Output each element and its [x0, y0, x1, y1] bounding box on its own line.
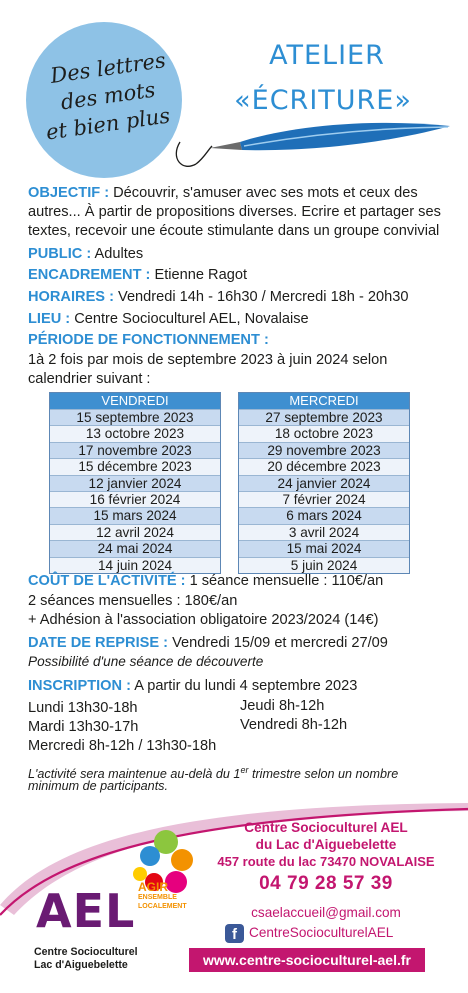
inscription-label: INSCRIPTION :	[28, 678, 131, 694]
lieu-value: Centre Socioculturel AEL, Novalaise	[74, 311, 309, 327]
mercredi-header: MERCREDI	[239, 393, 409, 409]
org-name: Centre Socioculturel AEL	[244, 820, 408, 835]
table-row: 5 juin 2024	[239, 557, 409, 573]
vendredi-header: VENDREDI	[50, 393, 220, 409]
note-text-1b: trimestre selon un nombre	[248, 767, 399, 782]
logo-tag-agir: AGIR	[138, 880, 168, 894]
table-row: 24 janvier 2024	[239, 475, 409, 491]
table-row: 12 janvier 2024	[50, 475, 220, 491]
org-place: du Lac d'Aiguebelette	[255, 837, 397, 852]
bubble-line-1: Des lettres	[48, 48, 168, 88]
table-row: 15 décembre 2023	[50, 458, 220, 474]
title-ecriture: «ÉCRITURE»	[234, 85, 412, 116]
header-bubble	[26, 22, 182, 178]
table-row: 12 avril 2024	[50, 524, 220, 540]
public-value: Adultes	[94, 246, 144, 262]
objectif-line-3: textes, recevoir une écoute stimulante dans un groupe convivial	[28, 223, 440, 239]
bubble-line-3: et bien plus	[44, 103, 172, 145]
title-atelier: ATELIER	[269, 40, 385, 71]
lieu-line	[28, 310, 309, 328]
reprise-note: Possibilité d'une séance de découverte	[28, 654, 264, 669]
hours-vendredi: Vendredi 8h-12h	[240, 717, 348, 733]
cout-text-2: 2 séances mensuelles : 180€/an	[28, 593, 238, 609]
facebook-link[interactable]: CentreSocioculturelAEL	[249, 925, 394, 940]
horaires-label: HORAIRES :	[28, 289, 114, 305]
inscription-value: A partir du lundi 4 septembre 2023	[134, 678, 358, 694]
table-row: 7 février 2024	[239, 491, 409, 507]
table-row: 15 mars 2024	[50, 507, 220, 523]
table-row: 29 novembre 2023	[239, 442, 409, 458]
horaires-line	[28, 288, 408, 306]
table-row: 6 mars 2024	[239, 507, 409, 523]
logo-tag-ensemble: ENSEMBLE	[138, 894, 177, 901]
logo-tag-localement: LOCALEMENT	[138, 903, 187, 910]
table-row: 20 décembre 2023	[239, 458, 409, 474]
quill-pen-icon	[170, 120, 460, 180]
encadrement-label: ENCADREMENT :	[28, 267, 151, 283]
periode-text-1: 1à 2 fois par mois de septembre 2023 à juin 2024 selon	[28, 352, 388, 368]
logo-sub-1: Centre Socioculturel	[34, 946, 138, 958]
cout-label: COÛT DE L'ACTIVITÉ :	[28, 573, 186, 589]
table-row: 14 juin 2024	[50, 557, 220, 573]
cout-text-1: 1 séance mensuelle : 110€/an	[189, 573, 384, 589]
table-row: 16 février 2024	[50, 491, 220, 507]
logo-sub-2: Lac d'Aiguebelette	[34, 959, 128, 971]
public-line	[28, 245, 143, 263]
hours-jeudi: Jeudi 8h-12h	[240, 698, 325, 714]
horaires-value: Vendredi 14h - 16h30 / Mercredi 18h - 20h30	[118, 289, 409, 305]
encadrement-line	[28, 266, 247, 284]
note-line-2: minimum de participants.	[28, 779, 168, 793]
table-row: 24 mai 2024	[50, 540, 220, 556]
note-sup: er	[240, 765, 249, 775]
reprise-label: DATE DE REPRISE :	[28, 635, 169, 651]
table-row: 13 octobre 2023	[50, 425, 220, 441]
cout-text-3: + Adhésion à l'association obligatoire 2023/2024 (14€)	[28, 612, 379, 628]
org-phone[interactable]: 04 79 28 57 39	[259, 873, 393, 894]
lieu-label: LIEU :	[28, 311, 71, 327]
public-label: PUBLIC :	[28, 246, 92, 262]
objectif-line-1	[28, 184, 418, 202]
table-row: 15 mai 2024	[239, 540, 409, 556]
note-text-1a: L'activité sera maintenue au-delà du 1	[28, 767, 241, 782]
periode-text-2: calendrier suivant :	[28, 371, 151, 387]
cout-line	[28, 572, 383, 590]
periode-label: PÉRIODE DE FONCTIONNEMENT :	[28, 332, 269, 348]
reprise-line	[28, 634, 388, 652]
hours-mercredi: Mercredi 8h-12h / 13h30-18h	[28, 738, 217, 754]
org-email[interactable]: csaelaccueil@gmail.com	[251, 905, 401, 920]
ael-logo-letters: AEL	[36, 884, 136, 938]
inscription-line	[28, 677, 357, 695]
table-row: 18 octobre 2023	[239, 425, 409, 441]
encadrement-value: Etienne Ragot	[154, 267, 247, 283]
bubble-line-2: des mots	[59, 77, 157, 115]
facebook-icon[interactable]: f	[225, 924, 244, 943]
table-row: 27 septembre 2023	[239, 409, 409, 425]
table-row: 17 novembre 2023	[50, 442, 220, 458]
org-address: 457 route du lac 73470 NOVALAISE	[217, 854, 435, 869]
calendar-vendredi-table	[49, 392, 221, 574]
objectif-line-2: autres... À partir de propositions diverses. Ecrire et partager ses	[28, 204, 441, 220]
reprise-value: Vendredi 15/09 et mercredi 27/09	[172, 635, 388, 651]
objectif-label: OBJECTIF :	[28, 185, 110, 201]
table-row: 3 avril 2024	[239, 524, 409, 540]
hours-lundi: Lundi 13h30-18h	[28, 700, 138, 716]
periode-line	[28, 331, 269, 349]
objectif-text-1: Découvrir, s'amuser avec ses mots et ceux des	[113, 185, 418, 201]
table-row: 15 septembre 2023	[50, 409, 220, 425]
hours-mardi: Mardi 13h30-17h	[28, 719, 139, 735]
calendar-mercredi-table	[238, 392, 410, 574]
website-link[interactable]: www.centre-socioculturel-ael.fr	[189, 948, 425, 972]
